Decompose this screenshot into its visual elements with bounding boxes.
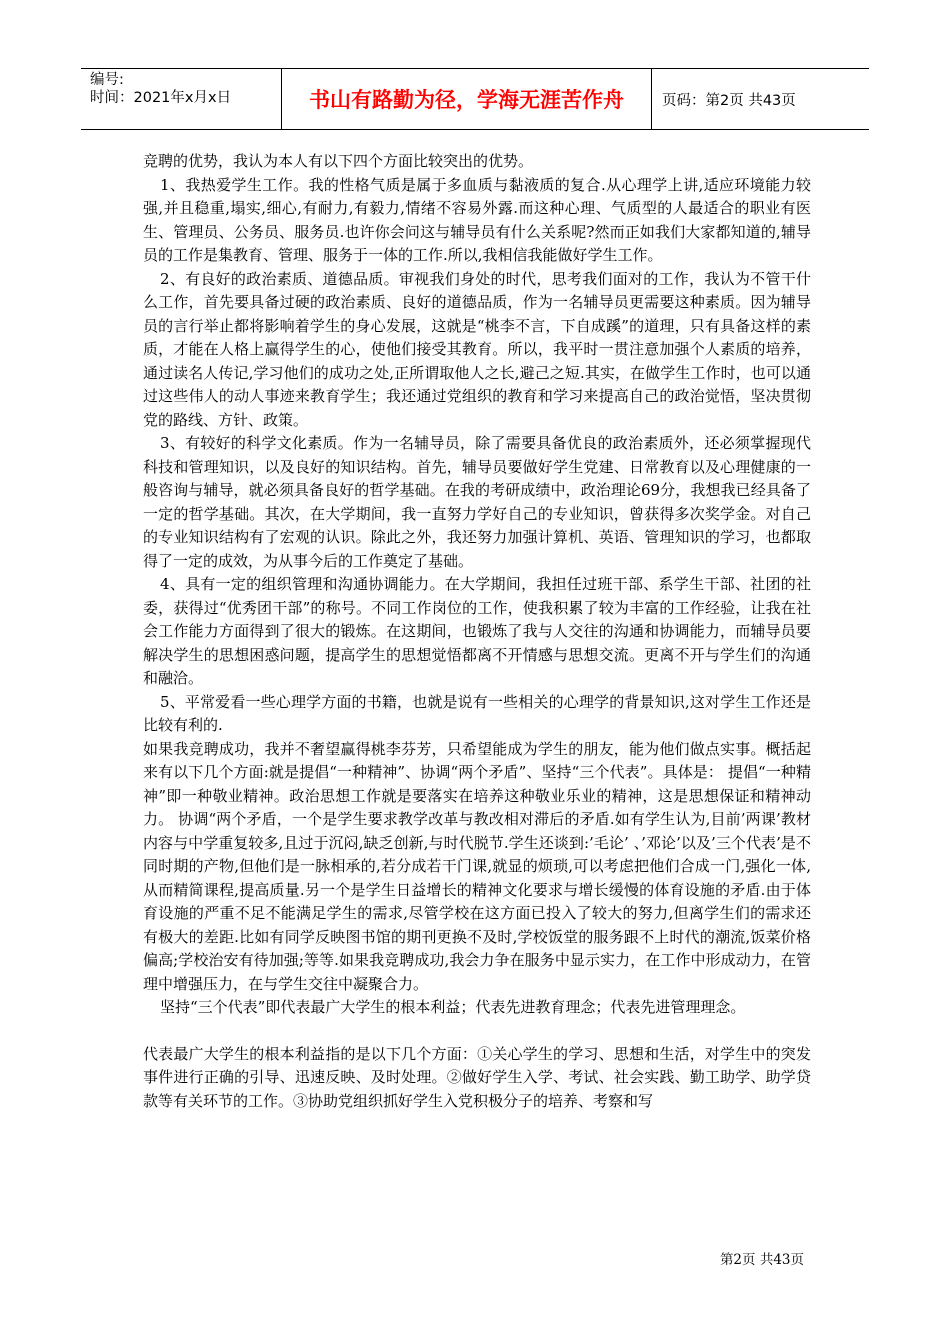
document-time-label: 时间：2021年x月x日	[90, 90, 232, 106]
page-footer: 第2页 共43页	[719, 1252, 804, 1268]
document-number-label: 编号:	[90, 72, 124, 88]
paragraph-three-represents: 坚持“三个代表”即代表最广大学生的根本利益；代表先进教育理念；代表先进管理理念。	[160, 998, 746, 1016]
header-meta	[81, 69, 282, 129]
paragraph-point-4: 4、具有一定的组织管理和沟通协调能力。在大学期间，我担任过班干部、系学生干部、社团的社委，获得过“优秀团干部”的称号。不同工作岗位的工作，使我积累了较为丰富的工作经验，让我在社会工作能力方面得到了很大的锻炼。在这期间，也锻炼了我与人交往的沟通和协调能力，而辅导员要解决学生的思想困惑问题，提高学生的思想觉悟都离不开情感与思想交流。更离不开与学生们的沟通和融洽。	[143, 575, 811, 687]
paragraph-point-3: 3、有较好的科学文化素质。作为一名辅导员，除了需要具备优良的政治素质外，还必须掌握现代科技和管理知识，以及良好的知识结构。首先，辅导员要做好学生党建、日常教育以及心理健康的一般咨询与辅导，就必须具备良好的哲学基础。在我的考研成绩中，政治理论69分，我想我已经具备了一定的哲学基础。其次，在大学期间，我一直努力学好自己的专业知识，曾获得多次奖学金。对自己的专业知识结构有了宏观的认识。除此之外，我还努力加强计算机、英语、管理知识的学习，也都取得了一定的成效，为从事今后的工作奠定了基础。	[143, 434, 811, 570]
header-motto: 书山有路勤为径，学海无涯苦作舟	[282, 69, 652, 129]
paragraph-plan: 如果我竞聘成功，我并不奢望赢得桃李芬芳，只希望能成为学生的朋友，能为他们做点实事。概括起来有以下几个方面:就是提倡“一种精神”、协调“两个矛盾”、坚持“三个代表”。具体是： 提倡“一种精神”即一种敬业精神。政治思想工作就是要落实在培养这种敬业乐业的精神，这是思想保证和精神动力。 协调“两个矛盾，一个是学生要求教学改革与教改相对滞后的矛盾.如有学生认为,目前’两课’教材内容与中学重复较多,且过于沉闷,缺乏创新,与时代脱节.学生还谈到:’毛论’ 、’邓论’以及’三个代表’是不同时期的产物,但他们是一脉相承的,若分成若干门课,就显的烦琐,可以考虑把他们合成一门,强化一体,从而精简课程,提高质量.另一个是学生日益增长的精神文化要求与增长缓慢的体育设施的矛盾.由于体育设施的严重不足不能满足学生的需求,尽管学校在这方面已投入了较大的努力,但离学生们的需求还有极大的差距.比如有同学反映图书馆的期刊更换不及时,学校饭堂的服务跟不上时代的潮流,饭菜价格偏高;学校治安有待加强;等等.如果我竞聘成功,我会力争在服务中显示实力，在工作中形成动力，在管理中增强压力，在与学生交往中凝聚合力。	[143, 739, 811, 993]
page-header	[81, 68, 869, 130]
document-body	[143, 150, 811, 1113]
paragraph-point-1: 1、我热爱学生工作。我的性格气质是属于多血质与黏液质的复合.从心理学上讲,适应环境能力较强,并且稳重,塌实,细心,有耐力,有毅力,情绪不容易外露.而这种心理、气质型的人最适合的职业有医生、管理员、公务员、服务员.也许你会问这与辅导员有什么关系呢?然而正如我们大家都知道的,辅导员的工作是集教育、管理、服务于一体的工作.所以,我相信我能做好学生工作。	[143, 175, 811, 264]
header-page-number: 页码：第2页 共43页	[662, 92, 796, 109]
paragraph-point-5: 5、平常爱看一些心理学方面的书籍，也就是说有一些相关的心理学的背景知识,这对学生工作还是比较有利的.	[143, 692, 811, 734]
paragraph-interests: 代表最广大学生的根本利益指的是以下几个方面：①关心学生的学习、思想和生活，对学生中的突发事件进行正确的引导、迅速反映、及时处理。②做好学生入学、考试、社会实践、勤工助学、助学贷款等有关环节的工作。③协助党组织抓好学生入党积极分子的培养、考察和写	[143, 1044, 811, 1110]
paragraph-point-2: 2、有良好的政治素质、道德品质。审视我们身处的时代，思考我们面对的工作，我认为不管干什么工作，首先要具备过硬的政治素质、良好的道德品质，作为一名辅导员更需要这种素质。因为辅导员的言行举止都将影响着学生的身心发展，这就是“桃李不言，下自成蹊”的道理，只有具备这样的素质，才能在人格上赢得学生的心，使他们接受其教育。所以，我平时一贯注意加强个人素质的培养，通过读名人传记,学习他们的成功之处,正所谓取他人之长,避己之短.其实，在做学生工作时，也可以通过这些伟人的动人事迹来教育学生；我还通过党组织的教育和学习来提高自己的政治觉悟，坚决贯彻党的路线、方针、政策。	[143, 269, 811, 429]
paragraph-intro: 竞聘的优势，我认为本人有以下四个方面比较突出的优势。	[143, 152, 534, 170]
